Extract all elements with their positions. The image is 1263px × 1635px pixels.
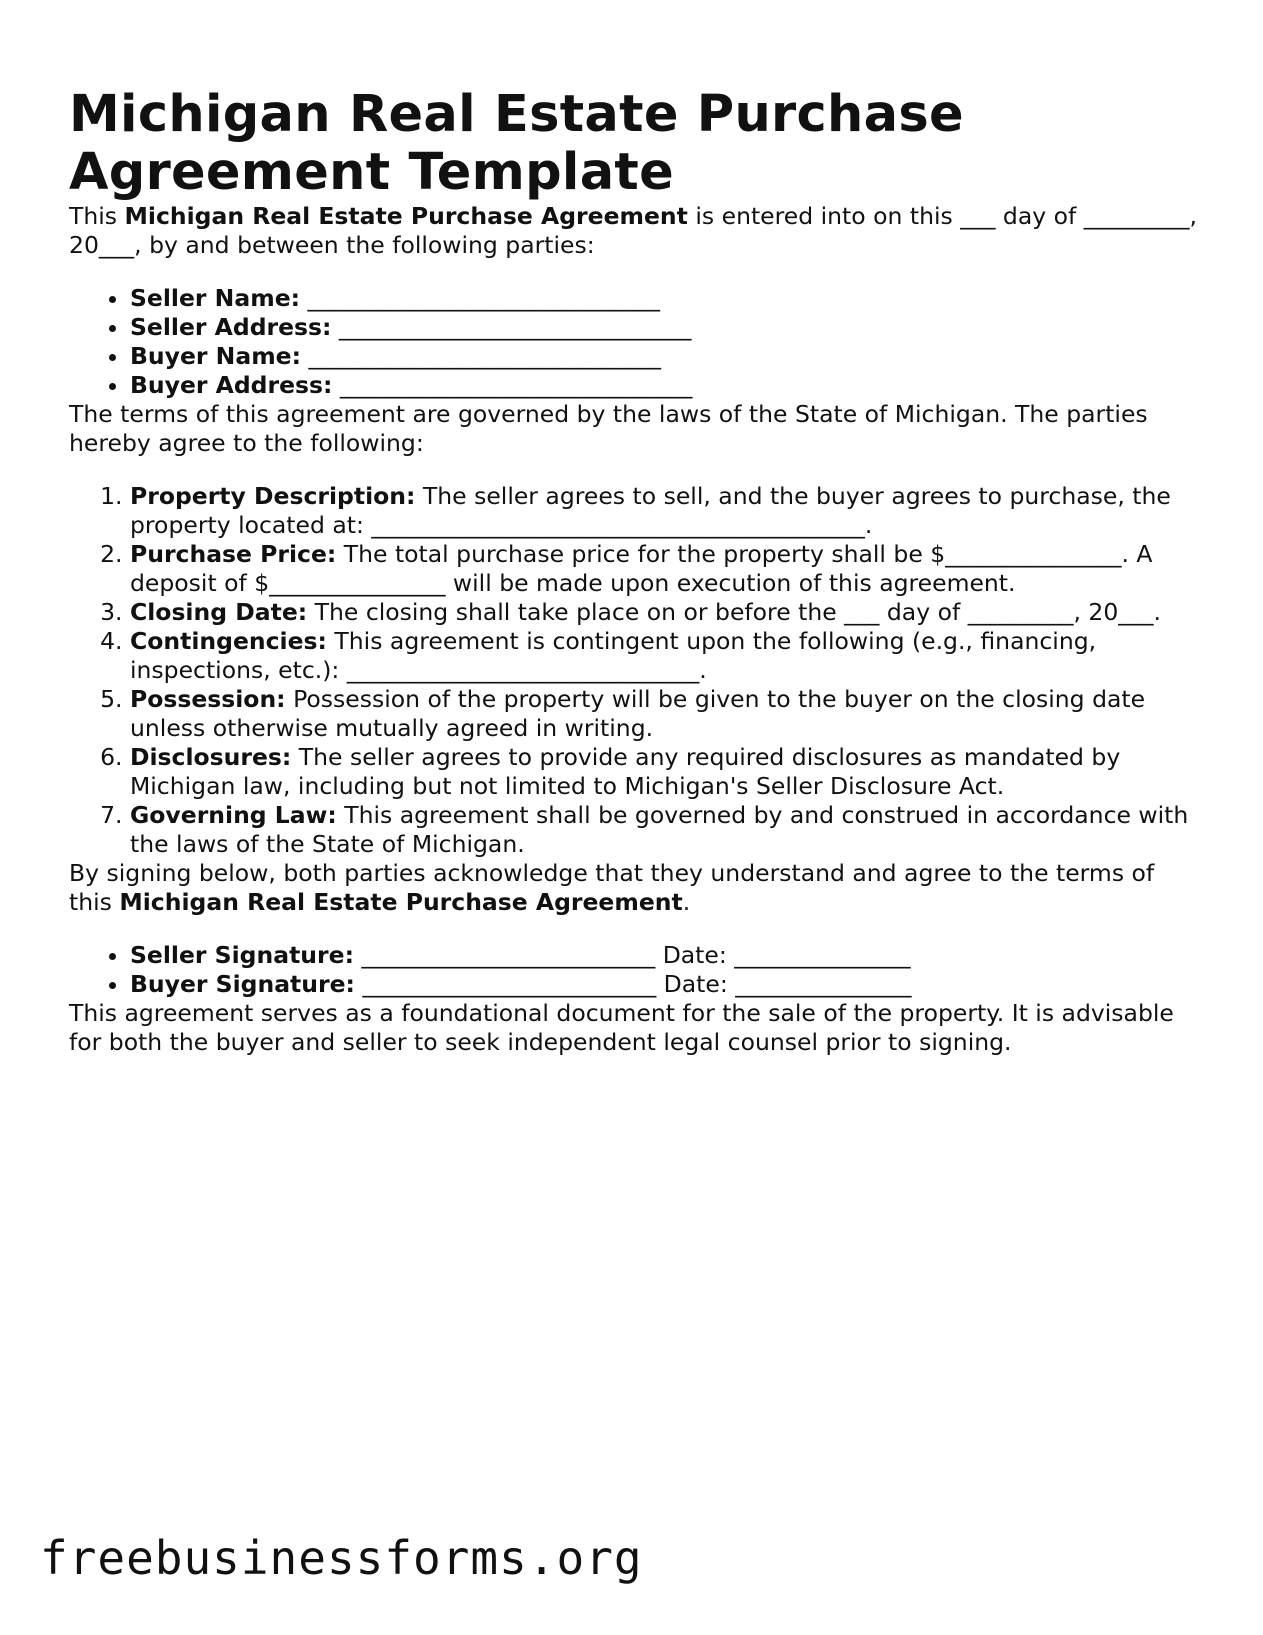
ack-prefix: By signing below, both parties acknowledge that they understand and agree to the terms of this	[69, 859, 1155, 916]
intro-suffix: is entered into on this ___ day of _________, 20___, by and between the following parties:	[69, 202, 1197, 259]
intro-prefix: This	[69, 202, 125, 230]
title-line-2: Agreement Template	[69, 143, 674, 202]
party-item-buyer-address	[130, 371, 1199, 400]
term-closing-date	[130, 598, 1199, 627]
parties-list	[69, 284, 1199, 400]
document-page	[69, 86, 1199, 1057]
party-item-seller-name	[130, 284, 1199, 313]
term-label: Disclosures:	[130, 743, 292, 771]
term-label: Possession:	[130, 685, 286, 713]
term-contingencies	[130, 627, 1199, 685]
buyer-signature-blank[interactable]: _________________________	[362, 970, 657, 998]
title-line-1: Michigan Real Estate Purchase	[69, 85, 964, 144]
signature-label: Buyer Signature:	[130, 970, 355, 998]
intro-agreement-name: Michigan Real Estate Purchase Agreement	[124, 202, 688, 230]
seller-signature-blank[interactable]: _________________________	[361, 941, 656, 969]
ack-suffix: .	[682, 888, 691, 916]
term-text: This agreement shall be governed by and construed in accordance with the laws of the State of Michigan.	[130, 801, 1189, 858]
buyer-address-blank[interactable]: ______________________________	[339, 371, 693, 399]
term-label: Purchase Price:	[130, 540, 337, 568]
signature-item-seller	[130, 941, 1199, 970]
signature-label: Seller Signature:	[130, 941, 354, 969]
party-label: Seller Address:	[130, 313, 332, 341]
signature-item-buyer	[130, 970, 1199, 999]
term-label: Contingencies:	[130, 627, 327, 655]
terms-list	[69, 482, 1199, 859]
term-text: The closing shall take place on or before the ___ day of _________, 20___.	[307, 598, 1162, 626]
date-label: Date:	[663, 970, 728, 998]
party-item-seller-address	[130, 313, 1199, 342]
site-watermark: freebusinessforms.org	[40, 1531, 643, 1585]
intro-paragraph	[69, 202, 1199, 260]
party-item-buyer-name	[130, 342, 1199, 371]
term-label: Closing Date:	[130, 598, 308, 626]
document-title	[69, 86, 1199, 202]
signatures-list	[69, 941, 1199, 999]
term-governing-law	[130, 801, 1199, 859]
acknowledgement-paragraph	[69, 859, 1199, 917]
buyer-date-blank[interactable]: _______________	[735, 970, 912, 998]
seller-address-blank[interactable]: ______________________________	[338, 313, 692, 341]
term-label: Governing Law:	[130, 801, 337, 829]
term-text: This agreement is contingent upon the following (e.g., financing, inspections, etc.): ______________________________.	[130, 627, 1097, 684]
buyer-name-blank[interactable]: ______________________________	[308, 342, 662, 370]
term-text: The seller agrees to sell, and the buyer agrees to purchase, the property located at: __________________________________________.	[130, 482, 1171, 539]
governed-paragraph: The terms of this agreement are governed by the laws of the State of Michigan. The parties hereby agree to the following:	[69, 400, 1148, 457]
party-label: Buyer Address:	[130, 371, 333, 399]
term-text: The total purchase price for the property shall be $_______________. A deposit of $_______________ will be made upon execution of this agreement.	[130, 540, 1153, 597]
term-disclosures	[130, 743, 1199, 801]
ack-agreement-name: Michigan Real Estate Purchase Agreement	[119, 888, 683, 916]
term-purchase-price	[130, 540, 1199, 598]
term-property-description	[130, 482, 1199, 540]
date-label: Date:	[662, 941, 727, 969]
term-possession	[130, 685, 1199, 743]
term-text: The seller agrees to provide any required disclosures as mandated by Michigan law, including but not limited to Michigan's Seller Disclosure Act.	[130, 743, 1121, 800]
party-label: Seller Name:	[130, 284, 301, 312]
seller-name-blank[interactable]: ______________________________	[307, 284, 661, 312]
term-text: Possession of the property will be given to the buyer on the closing date unless otherwise mutually agreed in writing.	[130, 685, 1146, 742]
closing-paragraph: This agreement serves as a foundational document for the sale of the property. It is advisable for both the buyer and seller to seek independent legal counsel prior to signing.	[69, 999, 1174, 1056]
term-label: Property Description:	[130, 482, 416, 510]
party-label: Buyer Name:	[130, 342, 302, 370]
seller-date-blank[interactable]: _______________	[734, 941, 911, 969]
